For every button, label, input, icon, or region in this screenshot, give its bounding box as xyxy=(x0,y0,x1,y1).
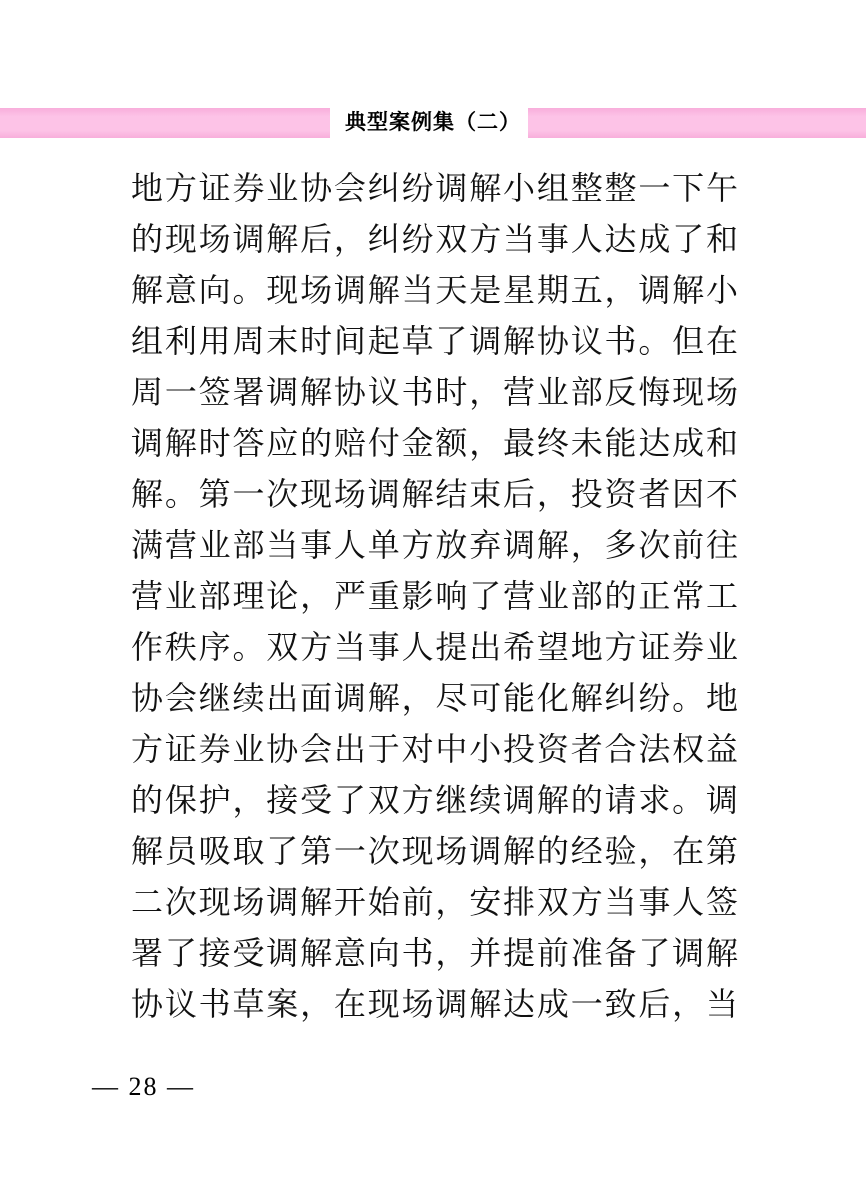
body-text-line: 协会继续出面调解，尽可能化解纠纷。地 xyxy=(131,680,738,716)
body-text-line: 满营业部当事人单方放弃调解，多次前往 xyxy=(131,527,738,563)
page-title: 典型案例集（二） xyxy=(345,111,521,134)
body-text-line: 的现场调解后，纠纷双方当事人达成了和 xyxy=(131,221,738,257)
body-text-line: 解。第一次现场调解结束后，投资者因不 xyxy=(131,476,738,512)
body-text-line: 方证券业协会出于对中小投资者合法权益 xyxy=(131,731,738,767)
body-text-line: 地方证券业协会纠纷调解小组整整一下午 xyxy=(131,170,738,206)
body-text-line: 的保护，接受了双方继续调解的请求。调 xyxy=(131,782,738,818)
body-text-line: 署了接受调解意向书，并提前准备了调解 xyxy=(131,935,738,971)
page-number: — 28 — xyxy=(92,1072,195,1101)
body-text-line: 调解时答应的赔付金额，最终未能达成和 xyxy=(131,425,738,461)
body-text xyxy=(131,163,738,1030)
body-text-line: 营业部理论，严重影响了营业部的正常工 xyxy=(131,578,738,614)
body-text-line: 解意向。现场调解当天是星期五，调解小 xyxy=(131,272,738,308)
body-text-line: 解员吸取了第一次现场调解的经验，在第 xyxy=(131,833,738,869)
body-text-line: 协议书草案，在现场调解达成一致后，当 xyxy=(131,986,738,1022)
body-text-line: 组利用周末时间起草了调解协议书。但在 xyxy=(131,323,738,359)
body-text-line: 作秩序。双方当事人提出希望地方证券业 xyxy=(131,629,738,665)
body-text-line: 周一签署调解协议书时，营业部反悔现场 xyxy=(131,374,738,410)
body-text-line: 二次现场调解开始前，安排双方当事人签 xyxy=(131,884,738,920)
